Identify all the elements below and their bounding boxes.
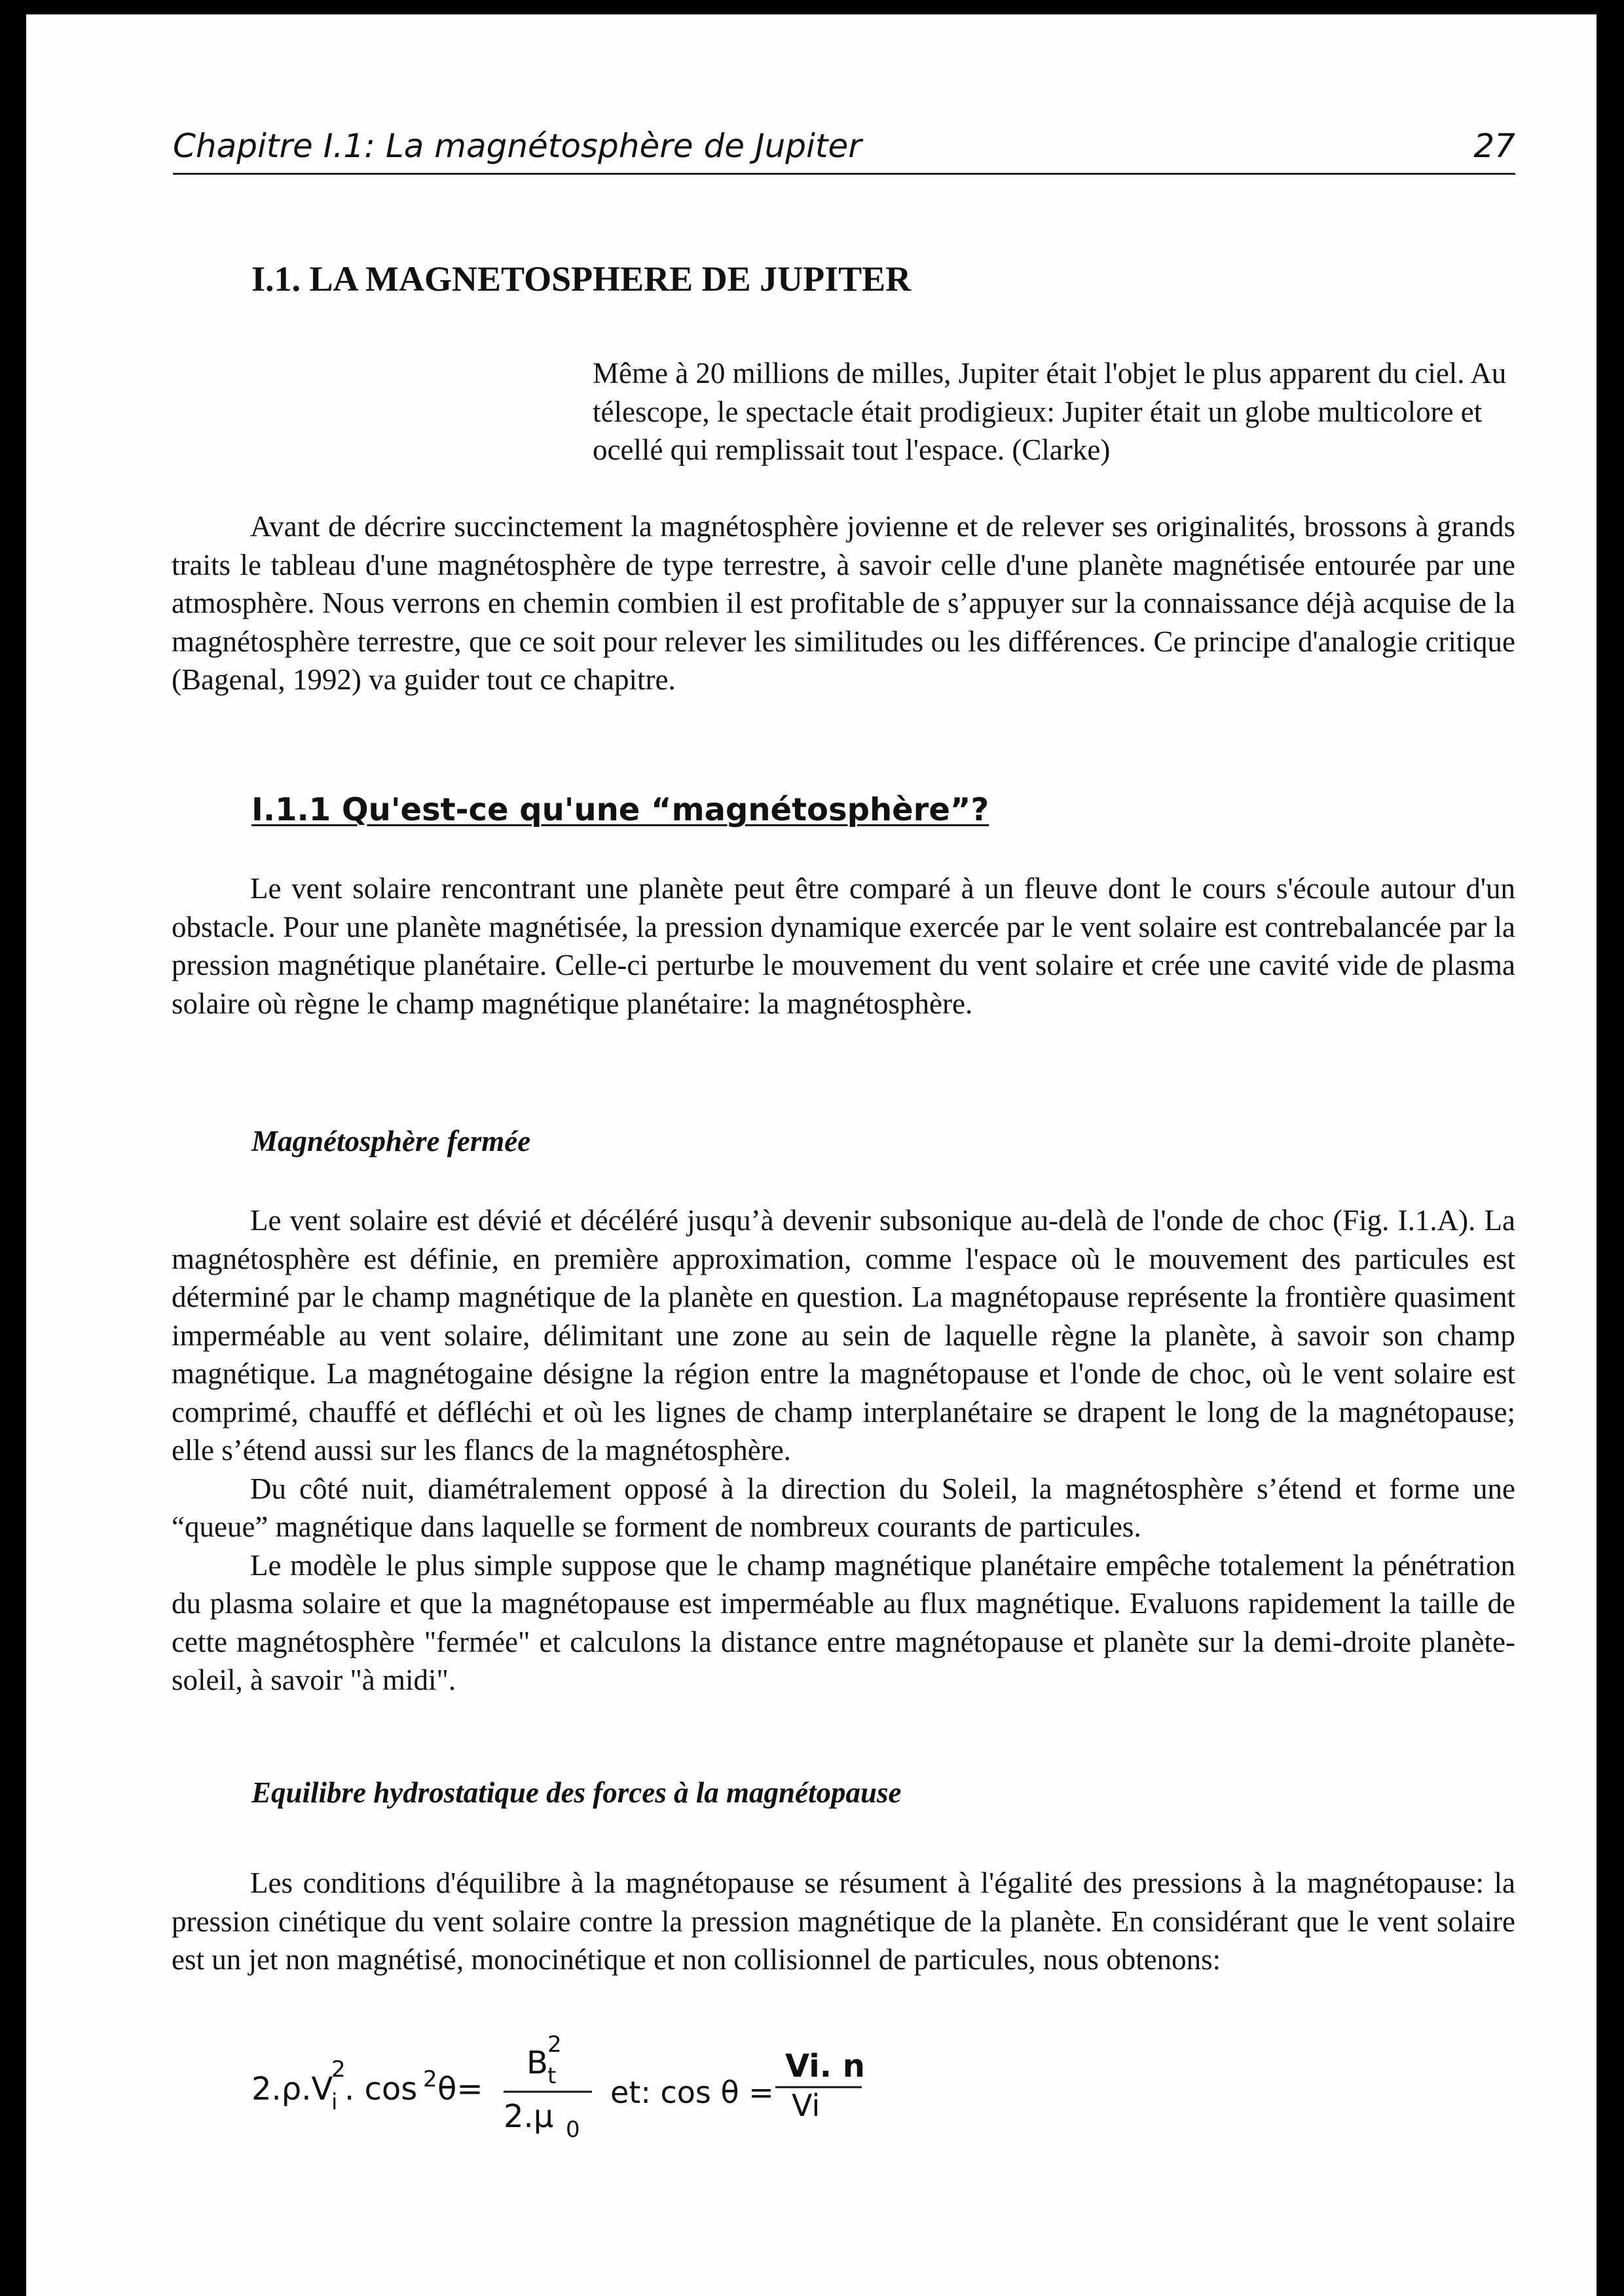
- running-header: [173, 119, 1515, 175]
- chapter-label: Chapitre I.1: La magnétosphère de Jupiter: [173, 127, 862, 165]
- equation-lhs-cos: . cos: [344, 2071, 418, 2107]
- closed-magnetosphere-paragraph-1: Le vent solaire est dévié et décéléré jusqu’à devenir subsonique au-delà de l'onde de choc (Fig. I.1.A). La magnétosphère est définie, en première approximation, comme l'espace où le mouvement des particules est déterminé par le champ magnétique de la planète en question. La magnétopause représente la frontière quasiment imperméable au vent solaire, délimitant une zone au sein de laquelle règne la planète, à savoir son champ magnétique. La magnétogaine désigne la région entre la magnétopause et l'onde de choc, où le vent solaire est comprimé, chauffé et défléchi et où les lignes de champ interplanétaire se drapent le long de la magnétopause; elle s’étend aussi sur les flancs de la magnétosphère.: [172, 1204, 1515, 1467]
- page-number: 27: [1473, 127, 1515, 165]
- equation-lhs-sub: i: [331, 2089, 338, 2115]
- section-paragraph-text: Le vent solaire rencontrant une planète peut être comparé à un fleuve dont le cours s'écoule autour d'un obstacle. Pour une planète magnétisée, la pression dynamique exercée par le vent solaire est contrebalancée par la pression magnétique planétaire. Celle-ci perturbe le mouvement du vent solaire et crée une cavité vide de plasma solaire où règne le champ magnétique planétaire: la magnétosphère.: [172, 872, 1515, 1020]
- epigraph-quote: Même à 20 millions de milles, Jupiter était l'objet le plus apparent du ciel. Au télescope, le spectacle était prodigieux: Jupiter était un globe multicolore et ocellé qui remplissait tout l'espace. (Clarke): [593, 357, 1507, 466]
- chapter-title: I.1. LA MAGNETOSPHERE DE JUPITER: [251, 259, 912, 299]
- equation-middle: et: cos θ =: [610, 2075, 774, 2110]
- fraction1-numerator-sup: 2: [547, 2032, 562, 2058]
- fraction2-denominator: Vi: [792, 2088, 821, 2123]
- fraction1-numerator-sub: t: [547, 2063, 557, 2089]
- equilibrium-paragraph: [172, 1864, 1515, 1979]
- equation-lhs-theta: θ=: [437, 2071, 483, 2107]
- closed-magnetosphere-paragraph-3: Le modèle le plus simple suppose que le champ magnétique planétaire empêche totalement la pénétration du plasma solaire et que la magnétopause est imperméable au flux magnétique. Evaluons rapidement la taille de cette magnétosphère "fermée" et calculons la distance entre magnétopause et planète sur la demi-droite planète-soleil, à savoir "à midi".: [172, 1548, 1515, 1696]
- pressure-balance-equation: [251, 2024, 972, 2142]
- svg-text:2.ρ.V: [251, 2071, 333, 2107]
- fraction1-numerator: B: [526, 2045, 548, 2081]
- closed-magnetosphere-paragraph-2: Du côté nuit, diamétralement opposé à la direction du Soleil, la magnétosphère s’étend et forme une “queue” magnétique dans laquelle se forment de nombreux courants de particules.: [172, 1472, 1515, 1543]
- equilibrium-paragraph-text: Les conditions d'équilibre à la magnétopause se résument à l'égalité des pressions à la magnétopause: la pression cinétique du vent solaire contre la pression magnétique de la planète. En considérant que le vent solaire est un jet non magnétisé, monocinétique et non collisionnel de particules, nous obtenons:: [172, 1867, 1515, 1976]
- fraction2-numerator: Vi. n: [785, 2048, 865, 2085]
- section-paragraph: [172, 869, 1515, 1023]
- equation-lhs-prefix: 2.ρ.V: [251, 2071, 333, 2107]
- equation-lhs-sup: 2: [331, 2056, 346, 2083]
- subheading-closed-magnetosphere: Magnétosphère fermée: [251, 1125, 531, 1157]
- section-heading: I.1.1 Qu'est-ce qu'une “magnétosphère”?: [251, 792, 989, 828]
- document-page: [26, 14, 1596, 2296]
- intro-paragraph: [172, 507, 1515, 699]
- equation-lhs-cos-sup: 2: [423, 2066, 437, 2092]
- fraction1-denominator: 2.μ: [504, 2098, 554, 2135]
- closed-magnetosphere-paragraphs: [172, 1201, 1515, 1700]
- intro-paragraph-text: Avant de décrire succinctement la magnétosphère jovienne et de relever ses originalités, brossons à grands traits le tableau d'une magnétosphère de type terrestre, à savoir celle d'une planète magnétisée entourée par une atmosphère. Nous verrons en chemin combien il est profitable de s’appuyer sur la connaissance déjà acquise de la magnétosphère terrestre, que ce soit pour relever les similitudes ou les différences. Ce principe d'analogie critique (Bagenal, 1992) va guider tout ce chapitre.: [172, 510, 1515, 696]
- subheading-equilibrium: Equilibre hydrostatique des forces à la magnétopause: [251, 1776, 902, 1809]
- fraction1-denominator-sub: 0: [566, 2117, 580, 2142]
